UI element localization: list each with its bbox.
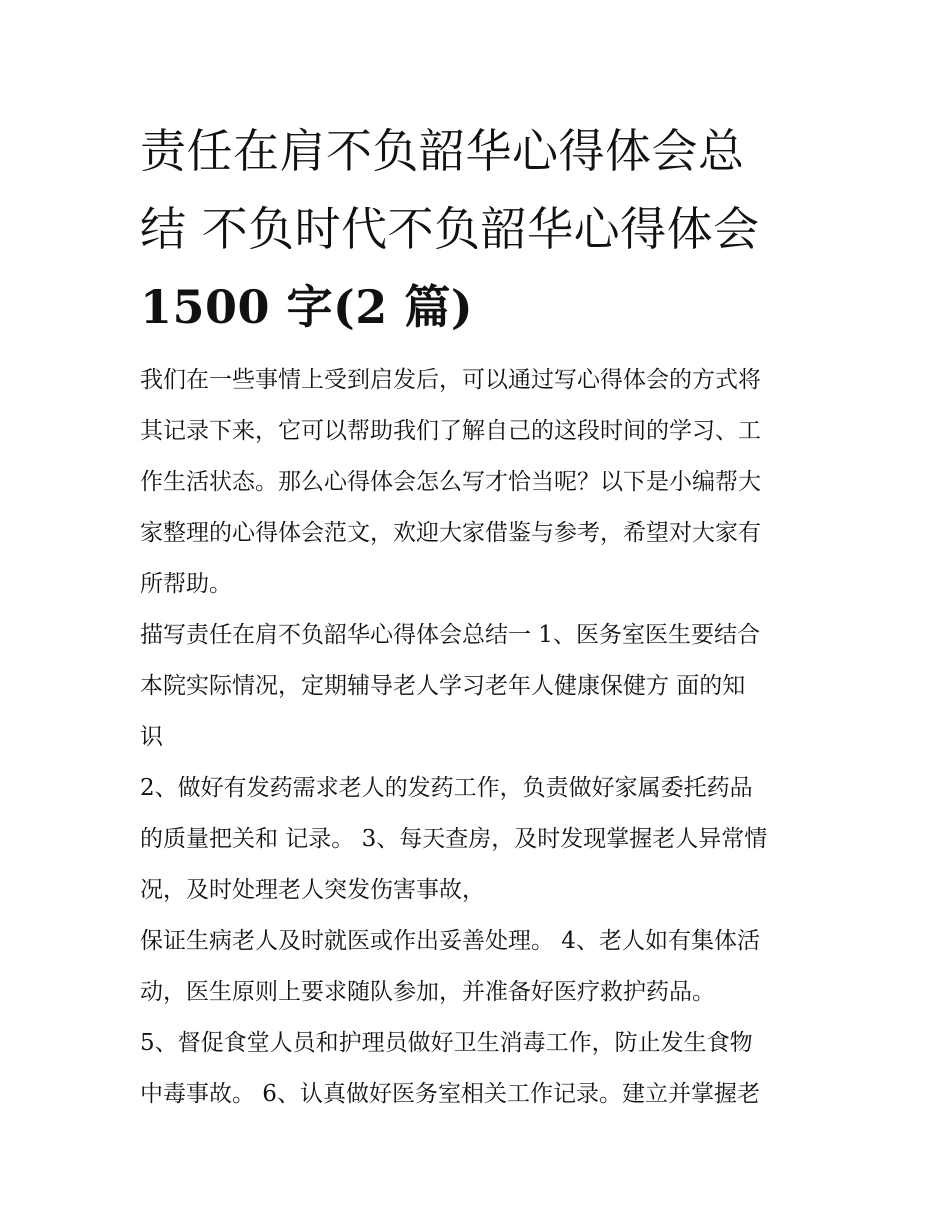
item-five-paragraph <box>140 1018 830 1120</box>
text-line: 其记录下来，它可以帮助我们了解自己的这段时间的学习、工 <box>140 418 761 444</box>
text-line: 的质量把关和 记录。 3、每天查房，及时发现掌握老人异常情 <box>140 826 768 852</box>
text-line: 中毒事故。 6、认真做好医务室相关工作记录。建立并掌握老 <box>140 1081 760 1107</box>
text-line: 况，及时处理老人突发伤害事故， <box>140 877 485 903</box>
document-title <box>140 112 840 346</box>
text-line: 5、督促食堂人员和护理员做好卫生消毒工作，防止发生食物 <box>140 1030 753 1056</box>
text-line: 所帮助。 <box>140 571 232 597</box>
text-line: 本院实际情况，定期辅导老人学习老年人健康保健方 面的知 <box>140 673 746 699</box>
item-two-paragraph <box>140 763 830 916</box>
text-line: 描写责任在肩不负韶华心得体会总结一 1、医务室医生要结合 <box>140 622 760 648</box>
text-line: 动，医生原则上要求随队参加，并准备好医疗救护药品。 <box>140 979 715 1005</box>
text-line: 识 <box>140 724 163 750</box>
title-line-3: 1500 字(2 篇) <box>140 280 474 334</box>
section-one-paragraph <box>140 610 830 763</box>
title-line-2: 结 不负时代不负韶华心得体会 <box>140 202 760 256</box>
text-line: 保证生病老人及时就医或作出妥善处理。 4、老人如有集体活 <box>140 928 760 954</box>
intro-paragraph <box>140 355 830 610</box>
text-line: 我们在一些事情上受到启发后，可以通过写心得体会的方式将 <box>140 367 761 393</box>
item-four-paragraph <box>140 916 830 1018</box>
title-line-1: 责任在肩不负韶华心得体会总 <box>140 124 745 178</box>
text-line: 作生活状态。那么心得体会怎么写才恰当呢？以下是小编帮大 <box>140 469 761 495</box>
document-body <box>140 355 830 1120</box>
text-line: 2、做好有发药需求老人的发药工作，负责做好家属委托药品 <box>140 775 753 801</box>
text-line: 家整理的心得体会范文，欢迎大家借鉴与参考，希望对大家有 <box>140 520 761 546</box>
